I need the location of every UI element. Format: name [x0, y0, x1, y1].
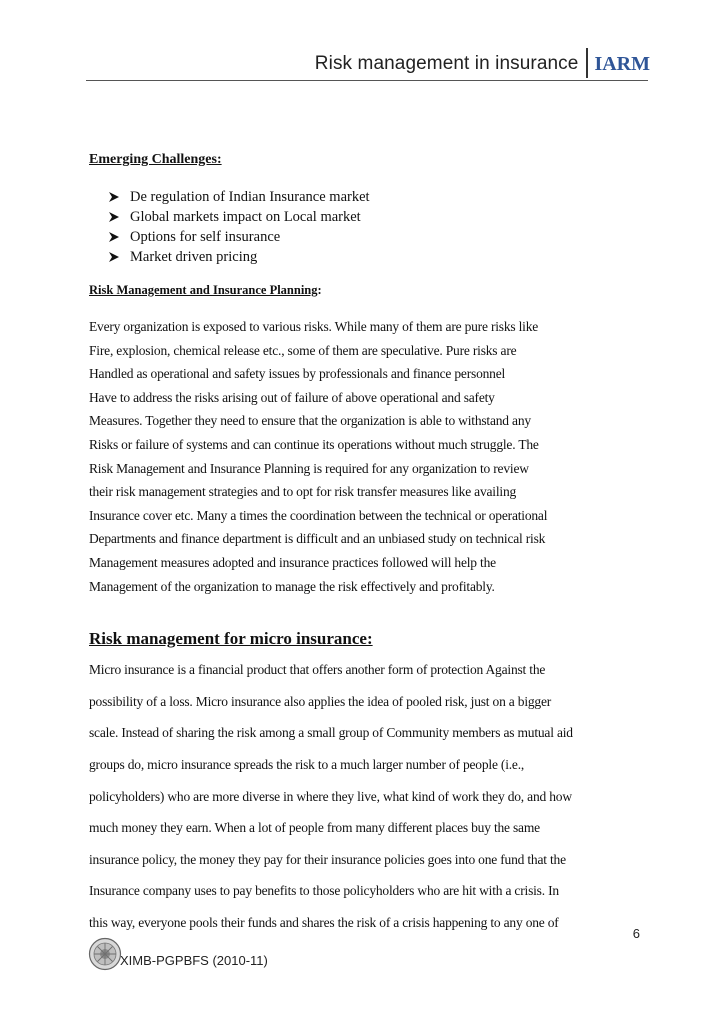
planning-heading	[89, 280, 649, 300]
paragraph-line: Handled as operational and safety issues by professionals and finance personnel	[89, 366, 506, 382]
institute-seal-icon	[88, 937, 122, 971]
header-brand: IARM	[594, 53, 650, 75]
planning-heading-colon: :	[317, 283, 322, 297]
paragraph-line: Insurance cover etc. Many a times the coordination between the technical or operational	[89, 507, 548, 523]
header-rule	[86, 80, 648, 81]
paragraph-line: their risk management strategies and to opt for risk transfer measures like availing	[89, 484, 517, 500]
micro-insurance-heading: Risk management for micro insurance:	[89, 629, 373, 649]
paragraph-line: possibility of a loss. Micro insurance also applies the idea of pooled risk, just on a bigger	[89, 693, 552, 709]
list-item	[108, 207, 649, 227]
list-item-text: Options for self insurance	[130, 229, 281, 245]
paragraph-line: groups do, micro insurance spreads the risk to a much larger number of people (i.e.,	[89, 756, 525, 772]
paragraph-line: Risks or failure of systems and can continue its operations without much struggle. The	[89, 436, 539, 452]
paragraph-line: Management measures adopted and insurance practices followed will help the	[89, 554, 496, 570]
paragraph-line: Risk Management and Insurance Planning is required for any organization to review	[89, 460, 529, 476]
paragraph-line: Measures. Together they need to ensure that the organization is able to withstand any	[89, 413, 531, 429]
list-item	[108, 227, 649, 247]
paragraph-line: this way, everyone pools their funds and shares the risk of a crisis happening to any one of	[89, 914, 559, 930]
paragraph-line: Fire, explosion, chemical release etc., some of them are speculative. Pure risks are	[89, 342, 517, 358]
paragraph-line: Management of the organization to manage the risk effectively and profitably.	[89, 578, 495, 594]
page-content	[89, 150, 649, 941]
list-item-text: Global markets impact on Local market	[130, 209, 361, 225]
paragraph-line: insurance policy, the money they pay for their insurance policies goes into one fund that the	[89, 851, 566, 867]
paragraph-line: Departments and finance department is difficult and an unbiased study on technical risk	[89, 531, 546, 547]
page-number: 6	[632, 926, 640, 941]
list-item	[108, 187, 649, 207]
paragraph-line: Insurance company uses to pay benefits to those policyholders who are hit with a crisis. In	[89, 883, 559, 899]
planning-paragraph	[89, 315, 649, 598]
arrowhead-bullet-icon	[108, 191, 120, 203]
micro-insurance-paragraph	[89, 657, 649, 941]
paragraph-line: scale. Instead of sharing the risk among a small group of Community members as mutual aid	[89, 725, 573, 741]
arrowhead-bullet-icon	[108, 231, 120, 243]
emerging-challenges-heading: Emerging Challenges:	[89, 152, 222, 167]
planning-heading-text: Risk Management and Insurance Planning	[89, 283, 318, 297]
list-item-text: De regulation of Indian Insurance market	[130, 189, 370, 205]
paragraph-line: policyholders) who are more diverse in where they live, what kind of work they do, and how	[89, 788, 572, 804]
paragraph-line: Every organization is exposed to various risks. While many of them are pure risks like	[89, 319, 539, 334]
arrowhead-bullet-icon	[108, 251, 120, 263]
list-item-text: Market driven pricing	[130, 249, 258, 265]
paragraph-line: Have to address the risks arising out of failure of above operational and safety	[89, 389, 495, 405]
page-header	[315, 48, 650, 78]
arrowhead-bullet-icon	[108, 211, 120, 223]
footer-text: XIMB-PGPBFS (2010-11)	[120, 953, 268, 968]
emerging-challenges-list	[89, 187, 649, 267]
header-title: Risk management in insurance	[314, 53, 579, 74]
list-item	[108, 247, 649, 267]
paragraph-line: much money they earn. When a lot of people from many different places buy the same	[89, 820, 540, 836]
paragraph-line: Micro insurance is a financial product that offers another form of protection Against the	[89, 662, 546, 678]
